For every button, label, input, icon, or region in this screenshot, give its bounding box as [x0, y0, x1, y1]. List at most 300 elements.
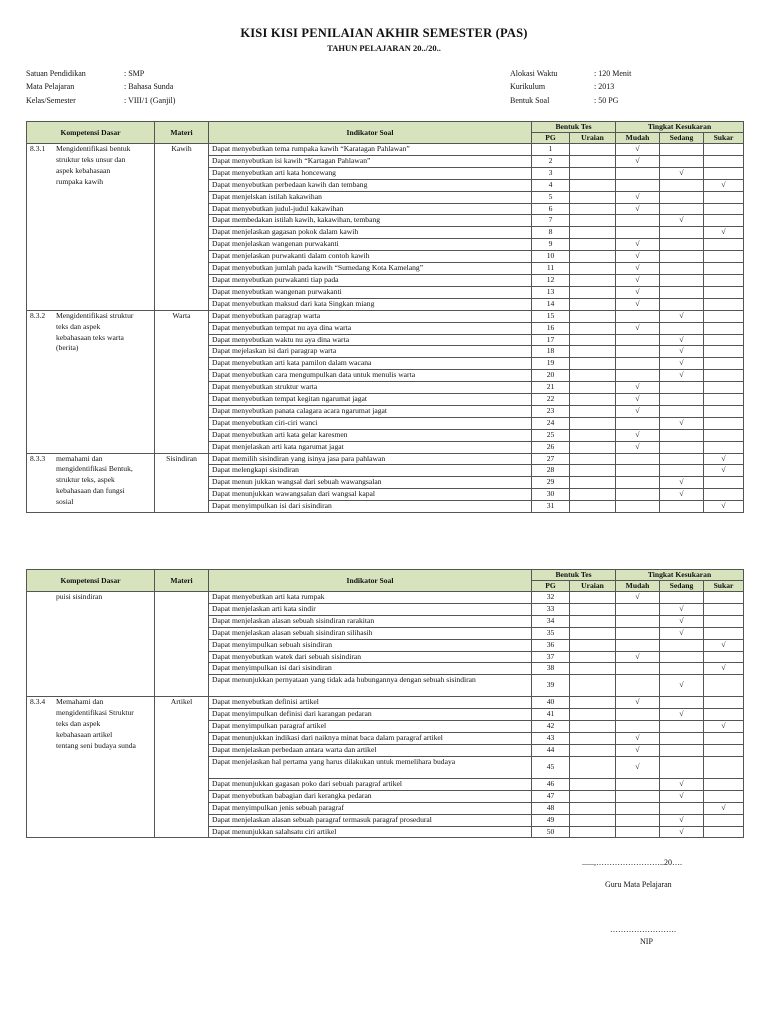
sukar-cell: [704, 227, 744, 239]
check-mark: √: [635, 155, 640, 165]
indikator-cell: Dapat menyebutkan purwakanti tiap pada: [209, 274, 532, 286]
uraian-cell: [570, 417, 616, 429]
sedang-cell: [660, 733, 704, 745]
sukar-cell: [704, 251, 744, 263]
indikator-cell: Dapat menjelaskan alasan sebuah sisindiran silihasih: [209, 627, 532, 639]
soal-number: 9: [532, 239, 570, 251]
check-mark: √: [679, 167, 684, 177]
soal-number: 21: [532, 382, 570, 394]
mudah-cell: [616, 477, 660, 489]
indikator-cell: Dapat menyimpulkan paragraf artikel: [209, 721, 532, 733]
uraian-cell: [570, 501, 616, 513]
soal-number: 10: [532, 251, 570, 263]
mudah-cell: [616, 310, 660, 322]
indikator-cell: Dapat mejelaskan isi dari paragrap warta: [209, 346, 532, 358]
indikator-cell: Dapat menyimpulkan jenis sebuah paragraf: [209, 802, 532, 814]
sedang-cell: [660, 441, 704, 453]
uraian-cell: [570, 358, 616, 370]
indikator-cell: Dapat menjelaskan hal pertama yang harus dilakukan untuk memelihara budaya: [209, 756, 532, 778]
indikator-cell: Dapat menyebutkan maksud dari kata Singkan miang: [209, 298, 532, 310]
uraian-cell: [570, 251, 616, 263]
soal-number: 5: [532, 191, 570, 203]
soal-number: 27: [532, 453, 570, 465]
uraian-cell: [570, 203, 616, 215]
mudah-cell: [616, 826, 660, 838]
sedang-cell: [660, 286, 704, 298]
mudah-cell: [616, 203, 660, 215]
check-mark: √: [679, 334, 684, 344]
soal-number: 3: [532, 167, 570, 179]
mudah-cell: [616, 744, 660, 756]
indikator-cell: Dapat menyebutkan waktu nu aya dina warta: [209, 334, 532, 346]
mudah-cell: [616, 215, 660, 227]
uraian-cell: [570, 826, 616, 838]
uraian-cell: [570, 239, 616, 251]
signature-nip: NIP: [640, 937, 653, 946]
sedang-cell: [660, 615, 704, 627]
soal-number: 12: [532, 274, 570, 286]
kompetensi-cell: [27, 144, 155, 311]
soal-number: 31: [532, 501, 570, 513]
mudah-cell: [616, 227, 660, 239]
sedang-cell: [660, 394, 704, 406]
sedang-cell: [660, 215, 704, 227]
check-mark: √: [635, 429, 640, 439]
indikator-cell: Dapat menjelaskan gagasan pokok dalam kawih: [209, 227, 532, 239]
soal-number: 2: [532, 155, 570, 167]
mudah-cell: [616, 417, 660, 429]
sukar-cell: [704, 155, 744, 167]
soal-number: 50: [532, 826, 570, 838]
header-pg: PG: [532, 581, 570, 592]
sedang-cell: [660, 465, 704, 477]
soal-number: 22: [532, 394, 570, 406]
sukar-cell: [704, 441, 744, 453]
materi-cell: Warta: [155, 310, 209, 453]
indikator-cell: Dapat menun jukkan wangsal dari sebuah wawangsalan: [209, 477, 532, 489]
check-mark: √: [721, 227, 726, 237]
indikator-cell: Dapat menjelaskan purwakanti dalam contoh kawih: [209, 251, 532, 263]
meta-label: Bentuk Soal: [510, 95, 550, 105]
indikator-cell: Dapat menyimpulkan definisi dari karangan pedaran: [209, 709, 532, 721]
sukar-cell: [704, 501, 744, 513]
materi-cell: Kawih: [155, 144, 209, 311]
sukar-cell: [704, 778, 744, 790]
check-mark: √: [635, 441, 640, 451]
uraian-cell: [570, 274, 616, 286]
mudah-cell: [616, 603, 660, 615]
check-mark: √: [679, 358, 684, 368]
check-mark: √: [635, 733, 640, 743]
meta-value: : 120 Menit: [594, 69, 632, 78]
sedang-cell: [660, 627, 704, 639]
indikator-cell: Dapat menyebutkan watek dari sebuah sisindiran: [209, 651, 532, 663]
mudah-cell: [616, 144, 660, 156]
kd-number: 8.3.2: [30, 310, 46, 320]
sedang-cell: [660, 227, 704, 239]
mudah-cell: [616, 721, 660, 733]
sedang-cell: [660, 382, 704, 394]
sedang-cell: [660, 675, 704, 697]
sukar-cell: [704, 322, 744, 334]
sukar-cell: [704, 263, 744, 275]
sedang-cell: [660, 802, 704, 814]
check-mark: √: [635, 251, 640, 261]
indikator-cell: Dapat menunjukkan salahsatu ciri artikel: [209, 826, 532, 838]
indikator-cell: Dapat menyebutkan struktur warta: [209, 382, 532, 394]
sedang-cell: [660, 167, 704, 179]
soal-number: 32: [532, 592, 570, 604]
uraian-cell: [570, 697, 616, 709]
kd-text: puisi sisindiran: [56, 592, 103, 601]
mudah-cell: [616, 790, 660, 802]
sedang-cell: [660, 274, 704, 286]
check-mark: √: [635, 697, 640, 707]
soal-number: 25: [532, 429, 570, 441]
mudah-cell: [616, 382, 660, 394]
sukar-cell: [704, 405, 744, 417]
uraian-cell: [570, 651, 616, 663]
soal-number: 48: [532, 802, 570, 814]
soal-number: 44: [532, 744, 570, 756]
sedang-cell: [660, 592, 704, 604]
sedang-cell: [660, 603, 704, 615]
soal-number: 34: [532, 615, 570, 627]
meta-label: Kelas/Semester: [26, 95, 76, 105]
sedang-cell: [660, 310, 704, 322]
soal-number: 13: [532, 286, 570, 298]
kd-number: 8.3.1: [30, 144, 46, 153]
sedang-cell: [660, 405, 704, 417]
sedang-cell: [660, 334, 704, 346]
soal-number: 1: [532, 144, 570, 156]
check-mark: √: [721, 639, 726, 649]
check-mark: √: [679, 826, 684, 836]
soal-number: 15: [532, 310, 570, 322]
uraian-cell: [570, 429, 616, 441]
check-mark: √: [721, 501, 726, 511]
uraian-cell: [570, 370, 616, 382]
soal-number: 18: [532, 346, 570, 358]
uraian-cell: [570, 802, 616, 814]
sedang-cell: [660, 501, 704, 513]
indikator-cell: Dapat menjelaskan alasan sebuah paragraf termasuk paragraf prosedural: [209, 814, 532, 826]
uraian-cell: [570, 639, 616, 651]
check-mark: √: [635, 144, 640, 153]
indikator-cell: Dapat memilih sisindiran yang isinya jasa para pahlawan: [209, 453, 532, 465]
sukar-cell: [704, 651, 744, 663]
uraian-cell: [570, 322, 616, 334]
indikator-cell: Dapat menyebutkan definisi artikel: [209, 697, 532, 709]
soal-number: 26: [532, 441, 570, 453]
sukar-cell: [704, 346, 744, 358]
table-row: [27, 453, 744, 465]
uraian-cell: [570, 709, 616, 721]
kd-number: 8.3.4: [30, 697, 46, 707]
mudah-cell: [616, 263, 660, 275]
soal-number: 46: [532, 778, 570, 790]
soal-number: 47: [532, 790, 570, 802]
meta-left: [26, 67, 175, 107]
uraian-cell: [570, 615, 616, 627]
mudah-cell: [616, 298, 660, 310]
mudah-cell: [616, 191, 660, 203]
check-mark: √: [721, 663, 726, 673]
indikator-cell: Dapat menyebutkan perbedaan kawih dan tembang: [209, 179, 532, 191]
uraian-cell: [570, 286, 616, 298]
mudah-cell: [616, 239, 660, 251]
sukar-cell: [704, 477, 744, 489]
sedang-cell: [660, 756, 704, 778]
mudah-cell: [616, 394, 660, 406]
uraian-cell: [570, 592, 616, 604]
kd-text: Mengidentifikasi struktur teks dan aspek kebahasaan teks warta (berita): [56, 310, 134, 353]
mudah-cell: [616, 453, 660, 465]
header-sukar: Sukar: [704, 133, 744, 144]
uraian-cell: [570, 227, 616, 239]
soal-number: 29: [532, 477, 570, 489]
sedang-cell: [660, 778, 704, 790]
soal-number: 30: [532, 489, 570, 501]
mudah-cell: [616, 756, 660, 778]
header-sedang: Sedang: [660, 133, 704, 144]
signature-place-date: ......,……………………..20….: [582, 858, 682, 867]
sedang-cell: [660, 814, 704, 826]
sedang-cell: [660, 651, 704, 663]
sukar-cell: [704, 826, 744, 838]
mudah-cell: [616, 322, 660, 334]
sukar-cell: [704, 370, 744, 382]
check-mark: √: [679, 370, 684, 380]
soal-number: 20: [532, 370, 570, 382]
indikator-cell: Dapat menyebutkan tempat kegitan ngarumat jagat: [209, 394, 532, 406]
header-pg: PG: [532, 133, 570, 144]
kd-text: Memahami dan mengidentifikasi Struktur teks dan aspek kebahasaan artikel tentang seni budaya sunda: [56, 697, 136, 750]
meta-label: Satuan Pendidikan: [26, 69, 86, 78]
soal-number: 35: [532, 627, 570, 639]
indikator-cell: Dapat menunjukkan pernyataan yang tidak ada hubungannya dengan sebuah sisindiran: [209, 675, 532, 697]
indikator-cell: Dapat menjelaskan wangenan purwakanti: [209, 239, 532, 251]
header-mudah: Mudah: [616, 133, 660, 144]
mudah-cell: [616, 358, 660, 370]
mudah-cell: [616, 465, 660, 477]
mudah-cell: [616, 155, 660, 167]
mudah-cell: [616, 733, 660, 745]
sukar-cell: [704, 489, 744, 501]
sedang-cell: [660, 155, 704, 167]
uraian-cell: [570, 191, 616, 203]
indikator-cell: Dapat menyebutkan arti kata gelar karesmen: [209, 429, 532, 441]
uraian-cell: [570, 441, 616, 453]
sedang-cell: [660, 429, 704, 441]
sedang-cell: [660, 697, 704, 709]
check-mark: √: [635, 298, 640, 308]
sedang-cell: [660, 370, 704, 382]
check-mark: √: [679, 615, 684, 625]
sedang-cell: [660, 709, 704, 721]
sedang-cell: [660, 790, 704, 802]
soal-number: 38: [532, 663, 570, 675]
indikator-cell: Dapat menyebutkan panata calagara acara ngarumat jagat: [209, 405, 532, 417]
mudah-cell: [616, 346, 660, 358]
uraian-cell: [570, 179, 616, 191]
check-mark: √: [679, 417, 684, 427]
sukar-cell: [704, 756, 744, 778]
indikator-cell: Dapat melengkapi sisindiran: [209, 465, 532, 477]
mudah-cell: [616, 286, 660, 298]
sukar-cell: [704, 310, 744, 322]
sukar-cell: [704, 675, 744, 697]
document-title: KISI KISI PENILAIAN AKHIR SEMESTER (PAS): [240, 26, 528, 40]
indikator-cell: Dapat menjelskan istilah kakawihan: [209, 191, 532, 203]
table-row: [27, 592, 744, 604]
header-uraian: Uraian: [570, 581, 616, 592]
mudah-cell: [616, 675, 660, 697]
materi-cell: Artikel: [155, 697, 209, 838]
sukar-cell: [704, 286, 744, 298]
check-mark: √: [679, 709, 684, 719]
header-bentuk-tes: Bentuk Tes: [532, 122, 616, 133]
uraian-cell: [570, 778, 616, 790]
soal-number: 24: [532, 417, 570, 429]
indikator-cell: Dapat menyebutkan wangenan purwakanti: [209, 286, 532, 298]
header-mudah: Mudah: [616, 581, 660, 592]
sukar-cell: [704, 592, 744, 604]
indikator-cell: Dapat membedakan istilah kawih, kakawihan, tembang: [209, 215, 532, 227]
uraian-cell: [570, 603, 616, 615]
indikator-cell: Dapat menunjukkan indikasi dari naiknya minat baca dalam paragraf artikel: [209, 733, 532, 745]
meta-value: : VIII/1 (Ganjil): [124, 95, 176, 105]
indikator-cell: Dapat menyebutkan judul-judul kakawihan: [209, 203, 532, 215]
kd-text: memahami dan mengidentifikasi Bentuk, struktur teks, aspek kebahasaan dan fungsi sosial: [56, 453, 133, 507]
mudah-cell: [616, 663, 660, 675]
meta-value: : 50 PG: [594, 95, 619, 105]
table-row: [27, 144, 744, 156]
sedang-cell: [660, 144, 704, 156]
soal-number: 37: [532, 651, 570, 663]
check-mark: √: [721, 465, 726, 475]
check-mark: √: [679, 790, 684, 800]
indikator-cell: Dapat menyebutkan cara mengumpulkan data untuk menulis warta: [209, 370, 532, 382]
check-mark: √: [635, 203, 640, 213]
uraian-cell: [570, 733, 616, 745]
mudah-cell: [616, 251, 660, 263]
check-mark: √: [721, 453, 726, 463]
uraian-cell: [570, 144, 616, 156]
sukar-cell: [704, 733, 744, 745]
uraian-cell: [570, 790, 616, 802]
header-tingkat: Tingkat Kesukaran: [616, 570, 744, 581]
sukar-cell: [704, 802, 744, 814]
meta-label: Mata Pelajaran: [26, 82, 75, 92]
meta-value: : 2013: [594, 82, 615, 92]
mudah-cell: [616, 651, 660, 663]
sedang-cell: [660, 417, 704, 429]
uraian-cell: [570, 453, 616, 465]
mudah-cell: [616, 501, 660, 513]
check-mark: √: [679, 346, 684, 356]
uraian-cell: [570, 756, 616, 778]
sukar-cell: [704, 453, 744, 465]
sedang-cell: [660, 639, 704, 651]
mudah-cell: [616, 709, 660, 721]
indikator-cell: Dapat menyebutkan tema rumpaka kawih “Karatagan Pahlawan”: [209, 144, 532, 156]
check-mark: √: [679, 489, 684, 499]
sedang-cell: [660, 477, 704, 489]
soal-number: 45: [532, 756, 570, 778]
sukar-cell: [704, 697, 744, 709]
check-mark: √: [635, 263, 640, 273]
check-mark: √: [635, 286, 640, 296]
check-mark: √: [721, 179, 726, 189]
indikator-cell: Dapat menyimpulkan sebuah sisindiran: [209, 639, 532, 651]
uraian-cell: [570, 382, 616, 394]
mudah-cell: [616, 627, 660, 639]
soal-number: 36: [532, 639, 570, 651]
materi-cell: Sisindiran: [155, 453, 209, 513]
header-kompetensi: Kompetensi Dasar: [27, 570, 155, 592]
sukar-cell: [704, 274, 744, 286]
header-tingkat: Tingkat Kesukaran: [616, 122, 744, 133]
table-row: [27, 697, 744, 709]
indikator-cell: Dapat menyebutkan babagian dari kerangka pedaran: [209, 790, 532, 802]
sedang-cell: [660, 239, 704, 251]
check-mark: √: [635, 744, 640, 754]
soal-number: 19: [532, 358, 570, 370]
sukar-cell: [704, 615, 744, 627]
check-mark: √: [635, 239, 640, 249]
kompetensi-cell: [27, 453, 155, 513]
mudah-cell: [616, 802, 660, 814]
indikator-cell: Dapat menyebutkan jumlah pada kawih “Sumedang Kota Kamelang”: [209, 263, 532, 275]
soal-number: 7: [532, 215, 570, 227]
soal-number: 16: [532, 322, 570, 334]
check-mark: √: [635, 274, 640, 284]
header-indikator: Indikator Soal: [209, 122, 532, 144]
sukar-cell: [704, 603, 744, 615]
sukar-cell: [704, 298, 744, 310]
check-mark: √: [679, 477, 684, 487]
uraian-cell: [570, 167, 616, 179]
sukar-cell: [704, 144, 744, 156]
uraian-cell: [570, 405, 616, 417]
kompetensi-cell: [27, 310, 155, 453]
sukar-cell: [704, 639, 744, 651]
sukar-cell: [704, 382, 744, 394]
indikator-cell: Dapat menjelaskan perbedaan antara warta dan artikel: [209, 744, 532, 756]
check-mark: √: [635, 651, 640, 661]
mudah-cell: [616, 429, 660, 441]
soal-number: 23: [532, 405, 570, 417]
uraian-cell: [570, 215, 616, 227]
uraian-cell: [570, 675, 616, 697]
sukar-cell: [704, 465, 744, 477]
meta-value: : Bahasa Sunda: [124, 82, 174, 92]
check-mark: √: [721, 721, 726, 731]
header-sukar: Sukar: [704, 581, 744, 592]
meta-right: [510, 67, 631, 107]
meta-label: Alokasi Waktu: [510, 69, 558, 78]
sedang-cell: [660, 721, 704, 733]
uraian-cell: [570, 310, 616, 322]
kd-text: Mengidentifikasi bentuk struktur teks unsur dan aspek kebahasaan rumpaka kawih: [56, 144, 131, 186]
soal-number: 11: [532, 263, 570, 275]
check-mark: √: [635, 382, 640, 392]
indikator-cell: Dapat menyebutkan arti kata pamilon dalam wacana: [209, 358, 532, 370]
uraian-cell: [570, 744, 616, 756]
sukar-cell: [704, 394, 744, 406]
mudah-cell: [616, 179, 660, 191]
